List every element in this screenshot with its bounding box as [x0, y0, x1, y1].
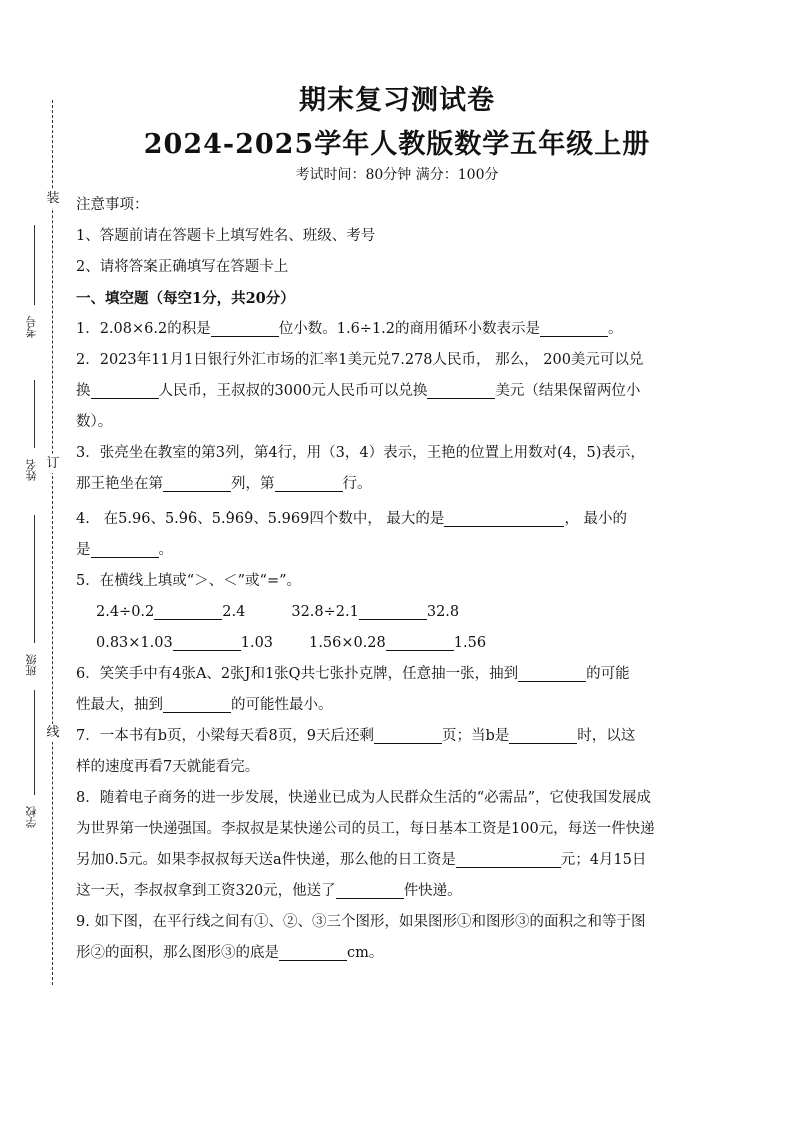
- section-heading: 一、填空题（每空1分，共20分）: [76, 290, 295, 307]
- q4-text-3: 、5.969四个数中， 最大的是: [253, 511, 445, 527]
- class-blank[interactable]: [34, 515, 35, 643]
- q5-expr: 1.56×0.28: [309, 635, 386, 651]
- question-8-line-4: [76, 876, 721, 907]
- question-2-line-1: 2．2023年11月1日银行外汇市场的汇率1美元兑7.278人民币， 那么， 200美元可以兑: [76, 352, 644, 368]
- answer-blank[interactable]: [163, 473, 231, 492]
- q2-text-c: 美元（结果保留两位小: [495, 383, 641, 399]
- repeating-digit: · 9: [226, 511, 235, 527]
- q5-expr: 2.4: [222, 604, 246, 620]
- q7-text-b: 页；当b是: [441, 728, 510, 744]
- q9-text-a: 形②的面积，那么图形③的底是: [76, 945, 279, 961]
- q4-text-5: 是: [76, 542, 91, 558]
- q8-text-b: 元；4月15日: [560, 852, 647, 868]
- q8-text-c: 这一天，李叔叔拿到工资320元，他送了: [76, 883, 336, 899]
- q1-text-c: 。: [608, 321, 623, 337]
- answer-blank[interactable]: [509, 725, 577, 744]
- question-1: [76, 314, 721, 345]
- exam-number-label: 考号: [25, 316, 38, 338]
- exam-number-blank[interactable]: [34, 225, 35, 305]
- q5-expr: 32.8÷2.1: [291, 604, 359, 620]
- q7-text-c: 时，以这: [577, 728, 636, 744]
- answer-blank[interactable]: [336, 880, 404, 899]
- binding-mark-ding: 订: [44, 455, 62, 473]
- answer-blank[interactable]: [444, 508, 564, 527]
- q6-text-a: 6．笑笑手中有4张A、2张J和1张Q共七张扑克牌，任意抽一张，抽到: [76, 666, 519, 682]
- class-label: 班级: [25, 654, 38, 676]
- q3-text-a: 那王艳坐在第: [76, 476, 163, 492]
- answer-blank[interactable]: [275, 473, 343, 492]
- question-7-line-2: 样的速度再看7天就能看完。: [76, 759, 260, 775]
- repeating-digit: · 6: [188, 511, 197, 527]
- q6-text-b: 的可能: [586, 666, 630, 682]
- q9-text-b: cm。: [347, 945, 384, 961]
- notice-item: 2、请将答案正确填写在答题卡上: [76, 259, 289, 275]
- answer-blank[interactable]: [374, 725, 442, 744]
- repeating-digit: · 9: [179, 511, 188, 527]
- question-8-line-3: [76, 845, 721, 876]
- q1-text-b: 位小数。1.6÷1.2的商用循环小数表示是: [278, 321, 541, 337]
- name-label: 姓名: [25, 459, 38, 481]
- notice-item: 1、答题前请在答题卡上填写姓名、班级、考号: [76, 228, 376, 244]
- q3-text-c: 行。: [342, 476, 372, 492]
- question-9-line-2: [76, 938, 721, 969]
- question-3-line-2: [76, 469, 721, 500]
- q4-text-1: 在5.96、5.: [103, 511, 179, 527]
- school-label: 学校: [25, 806, 38, 828]
- full-score: 满分：100分: [415, 167, 499, 183]
- answer-blank[interactable]: [211, 318, 279, 337]
- q5-expr: 1.56: [453, 635, 487, 651]
- exam-title: 期末复习测试卷: [299, 85, 495, 116]
- q7-text-a: 7．一本书有b页，小梁每天看8页，9天后还剩: [76, 728, 374, 744]
- q2-text-b: 人民币，王叔叔的3000元人民币可以兑换: [158, 383, 428, 399]
- answer-blank[interactable]: [386, 632, 454, 651]
- q4-text-2: 、5.: [197, 511, 226, 527]
- question-5-row-1: [76, 597, 721, 628]
- digit: 6: [234, 511, 245, 527]
- q4-number: 4.: [76, 511, 90, 527]
- question-7-line-1: [76, 721, 721, 752]
- q5-expr: 2.4÷0.2: [96, 604, 155, 620]
- exam-content: [76, 190, 721, 969]
- exam-meta: [0, 164, 794, 184]
- q1-text-a: 1．2.08×6.2的积是: [76, 321, 211, 337]
- name-blank[interactable]: [34, 380, 35, 448]
- binding-mark-zhuang: 装: [44, 190, 62, 208]
- answer-blank[interactable]: [456, 849, 561, 868]
- question-5-stem: 5．在横线上填或“＞、＜”或“=”。: [76, 573, 302, 589]
- q5-expr: 0.83×1.03: [96, 635, 173, 651]
- question-6-line-2: [76, 690, 721, 721]
- answer-blank[interactable]: [427, 380, 495, 399]
- answer-blank[interactable]: [91, 380, 159, 399]
- q5-expr: 1.03: [240, 635, 274, 651]
- question-4-line-2: [76, 535, 721, 566]
- question-8-line-1: 8．随着电子商务的进一步发展，快递业已成为人民群众生活的“必需品”，它使我国发展成: [76, 790, 652, 806]
- answer-blank[interactable]: [279, 942, 347, 961]
- binding-dashed-line: [52, 100, 53, 985]
- q4-text-6: 。: [158, 542, 173, 558]
- question-8-line-2: 为世界第一快递强国。李叔叔是某快递公司的员工，每日基本工资是100元，每送一件快递: [76, 821, 655, 837]
- answer-blank[interactable]: [163, 694, 231, 713]
- question-4-line-1: [76, 504, 721, 535]
- answer-blank[interactable]: [154, 601, 222, 620]
- q3-text-b: 列，第: [231, 476, 275, 492]
- answer-blank[interactable]: [540, 318, 608, 337]
- q8-text-d: 件快递。: [403, 883, 462, 899]
- q8-text-a: 另加0.5元。如果李叔叔每天送a件快递，那么他的日工资是: [76, 852, 456, 868]
- question-6-line-1: [76, 659, 721, 690]
- question-3-line-1: 3．张亮坐在教室的第3列，第4行，用（3，4）表示，王艳的位置上用数对(4，5)表示，: [76, 445, 645, 461]
- q5-expr: 32.8: [426, 604, 460, 620]
- question-2-line-3: 数）。: [76, 414, 113, 430]
- binding-mark-xian: 线: [44, 724, 62, 742]
- question-9-line-1: 9. 如下图，在平行线之间有①、②、③三个图形，如果图形①和图形③的面积之和等于图: [76, 914, 646, 930]
- school-blank[interactable]: [34, 690, 35, 795]
- answer-blank[interactable]: [91, 539, 159, 558]
- q2-text-a: 换: [76, 383, 91, 399]
- answer-blank[interactable]: [173, 632, 241, 651]
- answer-blank[interactable]: [518, 663, 586, 682]
- exam-subtitle: 2024-2025学年人教版数学五年级上册: [143, 129, 651, 160]
- question-5-row-2: [76, 628, 721, 659]
- exam-time: 考试时间：80分钟: [295, 167, 412, 183]
- repeating-digit: · 9: [244, 511, 253, 527]
- q6-text-d: 的可能性最小。: [231, 697, 333, 713]
- q6-text-c: 性最大，抽到: [76, 697, 163, 713]
- q4-text-4: ， 最小的: [564, 511, 628, 527]
- notice-heading: 注意事项：: [76, 197, 149, 213]
- answer-blank[interactable]: [359, 601, 427, 620]
- question-2-line-2: [76, 376, 721, 407]
